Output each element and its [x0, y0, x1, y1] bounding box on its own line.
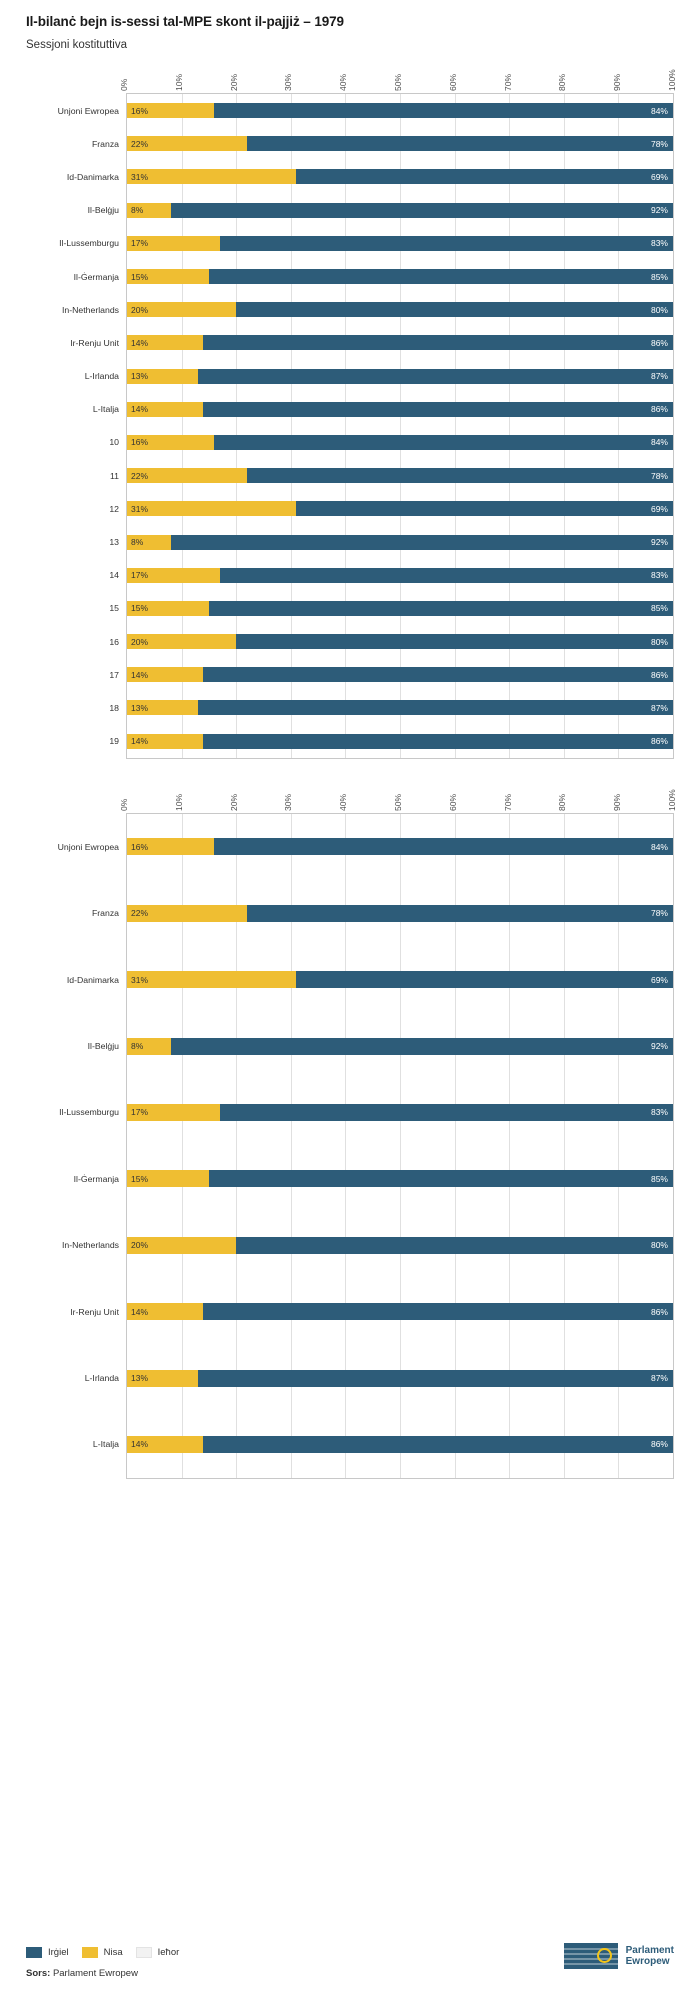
bar-value-nisa: 15% — [131, 271, 149, 282]
bar-track — [127, 971, 673, 988]
bar-track — [127, 1170, 673, 1187]
legend-label: Nisa — [103, 1947, 123, 1958]
bar-value-nisa: 16% — [131, 841, 149, 852]
bar-segment-irgiel[interactable] — [198, 1370, 673, 1387]
x-axis-tick: 10% — [173, 73, 184, 91]
bar-track — [127, 838, 673, 855]
category-label: Id-Danimarka — [66, 171, 119, 182]
bar-track — [127, 601, 673, 616]
plot-area-bottom — [57, 813, 674, 1479]
category-label: 10 — [109, 437, 119, 448]
legend-item-nisa[interactable] — [82, 1947, 123, 1958]
bar-value-nisa: 17% — [131, 238, 149, 249]
bar-value-nisa: 16% — [131, 105, 149, 116]
bar-segment-irgiel[interactable] — [203, 667, 673, 682]
bar-segment-irgiel[interactable] — [203, 402, 673, 417]
bar-track — [127, 369, 673, 384]
bar-row — [109, 658, 673, 691]
bar-row — [109, 492, 673, 525]
category-label: 13 — [109, 537, 119, 548]
bar-segment-nisa[interactable] — [127, 634, 236, 649]
bar-row — [109, 426, 673, 459]
bar-track — [127, 501, 673, 516]
bar-segment-irgiel[interactable] — [203, 1436, 673, 1453]
x-axis-tick: 0% — [119, 798, 129, 811]
bar-track — [127, 136, 673, 151]
bar-value-irgiel: 78% — [650, 908, 668, 919]
bar-row — [73, 260, 673, 293]
x-axis-tick: 10% — [173, 793, 184, 811]
header — [0, 0, 700, 53]
bar-value-nisa: 8% — [131, 537, 144, 548]
bar-segment-irgiel[interactable] — [220, 1104, 673, 1121]
bar-segment-nisa[interactable] — [127, 1370, 198, 1387]
bar-track — [127, 905, 673, 922]
legend-swatch-irgiel — [26, 1947, 42, 1958]
bar-value-nisa: 14% — [131, 1439, 149, 1450]
bar-segment-irgiel[interactable] — [236, 302, 673, 317]
x-axis-tick: 20% — [228, 793, 239, 811]
bar-segment-nisa[interactable] — [127, 103, 214, 118]
category-label: 18 — [109, 702, 119, 713]
x-axis-top — [119, 53, 677, 93]
bar-segment-irgiel[interactable] — [214, 838, 673, 855]
bar-track — [127, 103, 673, 118]
european-parliament-logo — [564, 1943, 674, 1969]
bar-value-irgiel: 87% — [650, 702, 668, 713]
bar-row — [109, 525, 673, 558]
bar-row — [84, 1345, 673, 1411]
bar-value-irgiel: 86% — [650, 337, 668, 348]
bar-segment-nisa[interactable] — [127, 1436, 203, 1453]
bar-value-irgiel: 92% — [650, 205, 668, 216]
bar-row — [109, 559, 673, 592]
bar-row — [91, 880, 673, 946]
bar-segment-nisa[interactable] — [127, 136, 247, 151]
bar-row — [87, 194, 673, 227]
bar-row — [84, 359, 673, 392]
bar-segment-nisa[interactable] — [127, 568, 220, 583]
bar-value-nisa: 13% — [131, 702, 149, 713]
category-label: 12 — [109, 503, 119, 514]
category-label: L-Irlanda — [84, 1373, 119, 1384]
bar-segment-irgiel[interactable] — [203, 1303, 673, 1320]
bar-segment-irgiel[interactable] — [198, 369, 673, 384]
bar-segment-nisa[interactable] — [127, 269, 209, 284]
x-axis-tick: 100% — [667, 69, 677, 91]
legend-label: Ieħor — [157, 1947, 180, 1958]
bar-track — [127, 203, 673, 218]
bar-value-irgiel: 83% — [650, 1107, 668, 1118]
category-label: Il-Ġermanja — [73, 271, 119, 282]
bar-segment-nisa[interactable] — [127, 302, 236, 317]
x-axis-tick: 30% — [283, 793, 294, 811]
bar-value-nisa: 8% — [131, 1041, 144, 1052]
bar-row — [66, 947, 673, 1013]
x-axis-tick: 70% — [502, 793, 513, 811]
bar-track — [127, 1237, 673, 1254]
bar-value-nisa: 13% — [131, 371, 149, 382]
bar-track — [127, 568, 673, 583]
chart-top — [26, 53, 677, 759]
bar-value-irgiel: 92% — [650, 1041, 668, 1052]
x-axis-tick: 70% — [502, 73, 513, 91]
source-label: Sors: — [26, 1968, 51, 1979]
bar-track — [127, 169, 673, 184]
category-label: Id-Danimarka — [66, 974, 119, 985]
x-axis-tick: 20% — [228, 73, 239, 91]
bar-value-nisa: 22% — [131, 470, 149, 481]
category-label: L-Italja — [92, 1439, 119, 1450]
bar-value-nisa: 17% — [131, 1107, 149, 1118]
bar-value-irgiel: 87% — [650, 371, 668, 382]
bar-row — [70, 326, 673, 359]
x-axis-tick: 80% — [557, 793, 568, 811]
bar-value-irgiel: 69% — [650, 171, 668, 182]
bar-value-nisa: 22% — [131, 908, 149, 919]
bar-segment-irgiel[interactable] — [296, 169, 673, 184]
bar-value-irgiel: 84% — [650, 105, 668, 116]
bar-segment-irgiel[interactable] — [209, 601, 673, 616]
bar-row — [62, 293, 673, 326]
bar-value-nisa: 20% — [131, 636, 149, 647]
bar-value-nisa: 16% — [131, 437, 149, 448]
bar-value-nisa: 31% — [131, 503, 149, 514]
ep-mark-icon — [564, 1943, 618, 1969]
bar-segment-nisa[interactable] — [127, 1237, 236, 1254]
category-label: In-Netherlands — [62, 1240, 119, 1251]
x-axis-tick: 50% — [393, 73, 403, 91]
bar-value-irgiel: 84% — [650, 841, 668, 852]
category-label: 16 — [109, 636, 119, 647]
bar-value-irgiel: 85% — [650, 603, 668, 614]
bar-track — [127, 1303, 673, 1320]
bar-row — [91, 127, 673, 160]
bar-value-nisa: 14% — [131, 337, 149, 348]
source-note — [26, 1968, 674, 1979]
bar-value-irgiel: 85% — [650, 271, 668, 282]
bar-row — [109, 592, 673, 625]
category-label: Ir-Renju Unit — [70, 1306, 119, 1317]
bar-track — [127, 1038, 673, 1055]
bar-value-irgiel: 83% — [650, 238, 668, 249]
bar-segment-irgiel[interactable] — [214, 435, 673, 450]
bar-segment-irgiel[interactable] — [198, 700, 673, 715]
x-axis-tick: 90% — [612, 793, 623, 811]
bar-track — [127, 734, 673, 749]
x-axis-tick: 90% — [612, 73, 623, 91]
category-label: 17 — [109, 669, 119, 680]
page-title: Il-bilanċ bejn is-sessi tal-MPE skont il-pajjiż – 1979 — [26, 14, 344, 29]
bar-row — [109, 625, 673, 658]
bar-value-irgiel: 85% — [650, 1173, 668, 1184]
x-axis-tick: 60% — [447, 793, 458, 811]
x-axis-bottom — [119, 773, 677, 813]
bar-segment-nisa[interactable] — [127, 369, 198, 384]
bar-track — [127, 535, 673, 550]
x-axis-tick: 60% — [447, 73, 458, 91]
legend-label: Irġiel — [48, 1947, 69, 1958]
bar-row — [109, 725, 673, 758]
bar-value-irgiel: 86% — [650, 669, 668, 680]
category-label: Unjoni Ewropea — [57, 841, 119, 852]
bar-segment-nisa[interactable] — [127, 838, 214, 855]
bar-segment-nisa[interactable] — [127, 601, 209, 616]
bar-segment-irgiel[interactable] — [220, 568, 673, 583]
bar-value-irgiel: 80% — [650, 1240, 668, 1251]
bar-segment-irgiel[interactable] — [209, 269, 673, 284]
category-label: L-Italja — [92, 404, 119, 415]
chart-bottom — [26, 773, 677, 1479]
category-label: Il-Lussemburgu — [59, 238, 119, 249]
bar-track — [127, 335, 673, 350]
bar-track — [127, 1436, 673, 1453]
bar-segment-nisa[interactable] — [127, 1104, 220, 1121]
bar-row — [59, 1079, 673, 1145]
bar-track — [127, 302, 673, 317]
bar-segment-irgiel[interactable] — [203, 335, 673, 350]
bar-value-irgiel: 80% — [650, 304, 668, 315]
x-axis-tick: 100% — [667, 788, 677, 811]
bar-segment-nisa[interactable] — [127, 667, 203, 682]
bar-segment-irgiel[interactable] — [214, 103, 673, 118]
source-value: Parlament Ewropew — [52, 1968, 138, 1979]
bar-row — [73, 1146, 673, 1212]
bar-value-nisa: 20% — [131, 304, 149, 315]
bar-segment-nisa[interactable] — [127, 335, 203, 350]
category-label: Il-Belġju — [87, 1041, 119, 1052]
bar-value-irgiel: 86% — [650, 404, 668, 415]
legend-swatch-nisa — [82, 1947, 98, 1958]
bar-segment-nisa[interactable] — [127, 905, 247, 922]
x-axis-tick: 40% — [338, 73, 349, 91]
bar-value-irgiel: 69% — [650, 503, 668, 514]
legend-item-irgiel[interactable] — [26, 1947, 69, 1958]
bar-value-irgiel: 92% — [650, 537, 668, 548]
bar-value-nisa: 22% — [131, 138, 149, 149]
bar-segment-irgiel[interactable] — [236, 1237, 673, 1254]
category-label: L-Irlanda — [84, 371, 119, 382]
bar-track — [127, 667, 673, 682]
plot-area-top — [57, 93, 674, 759]
category-label: 19 — [109, 736, 119, 747]
bar-segment-nisa[interactable] — [127, 402, 203, 417]
bar-segment-irgiel[interactable] — [171, 1038, 673, 1055]
category-label: 15 — [109, 603, 119, 614]
category-label: Franza — [91, 908, 119, 919]
bar-value-nisa: 31% — [131, 974, 149, 985]
footer — [0, 1944, 700, 1993]
bar-value-nisa: 8% — [131, 205, 144, 216]
category-label: Il-Ġermanja — [73, 1173, 119, 1184]
category-label: Franza — [91, 138, 119, 149]
bar-value-nisa: 31% — [131, 171, 149, 182]
bar-value-nisa: 14% — [131, 669, 149, 680]
ep-logo-line1: Parlament — [625, 1944, 674, 1956]
bar-segment-nisa[interactable] — [127, 971, 296, 988]
bar-row — [57, 94, 673, 127]
category-label: 11 — [109, 470, 119, 481]
bar-segment-irgiel[interactable] — [209, 1170, 673, 1187]
bar-segment-nisa[interactable] — [127, 1303, 203, 1320]
bar-value-nisa: 14% — [131, 404, 149, 415]
x-axis-tick: 30% — [283, 73, 294, 91]
bar-segment-irgiel[interactable] — [171, 203, 673, 218]
bar-segment-nisa[interactable] — [127, 203, 171, 218]
bar-value-nisa: 14% — [131, 736, 149, 747]
bar-track — [127, 468, 673, 483]
bar-value-irgiel: 86% — [650, 1439, 668, 1450]
bar-track — [127, 269, 673, 284]
bar-segment-nisa[interactable] — [127, 501, 296, 516]
bar-segment-nisa[interactable] — [127, 700, 198, 715]
bar-segment-nisa[interactable] — [127, 535, 171, 550]
bar-row — [66, 160, 673, 193]
bar-value-nisa: 15% — [131, 1173, 149, 1184]
bar-segment-irgiel[interactable] — [236, 634, 673, 649]
bar-value-irgiel: 78% — [650, 470, 668, 481]
bar-segment-nisa[interactable] — [127, 734, 203, 749]
bar-segment-irgiel[interactable] — [247, 905, 673, 922]
ep-logo-text — [626, 1945, 674, 1968]
bar-value-irgiel: 84% — [650, 437, 668, 448]
bar-track — [127, 1370, 673, 1387]
x-axis-tick: 0% — [119, 78, 129, 91]
category-label: Ir-Renju Unit — [70, 337, 119, 348]
bar-segment-nisa[interactable] — [127, 435, 214, 450]
bar-segment-nisa[interactable] — [127, 468, 247, 483]
bar-row — [62, 1212, 673, 1278]
bar-track — [127, 402, 673, 417]
bar-segment-irgiel[interactable] — [171, 535, 673, 550]
x-axis-tick: 80% — [557, 73, 568, 91]
x-axis-tick: 50% — [393, 793, 403, 811]
bar-row — [109, 691, 673, 724]
bar-value-irgiel: 87% — [650, 1373, 668, 1384]
bar-segment-irgiel[interactable] — [247, 468, 673, 483]
bar-track — [127, 1104, 673, 1121]
bar-row — [87, 1013, 673, 1079]
bar-value-irgiel: 78% — [650, 138, 668, 149]
bar-track — [127, 700, 673, 715]
bar-row — [92, 1411, 673, 1477]
bar-value-nisa: 17% — [131, 570, 149, 581]
bar-value-irgiel: 86% — [650, 736, 668, 747]
bar-segment-nisa[interactable] — [127, 1038, 171, 1055]
bar-row — [92, 393, 673, 426]
legend-swatch-iehor — [136, 1947, 152, 1958]
bar-track — [127, 236, 673, 251]
bar-value-irgiel: 83% — [650, 570, 668, 581]
bar-track — [127, 634, 673, 649]
bar-row — [59, 227, 673, 260]
category-label: Unjoni Ewropea — [57, 105, 119, 116]
bar-value-irgiel: 69% — [650, 974, 668, 985]
bar-value-nisa: 14% — [131, 1306, 149, 1317]
bar-segment-irgiel[interactable] — [220, 236, 673, 251]
x-axis-tick: 40% — [338, 793, 349, 811]
bar-segment-nisa[interactable] — [127, 169, 296, 184]
bar-row — [109, 459, 673, 492]
category-label: In-Netherlands — [62, 304, 119, 315]
bar-segment-nisa[interactable] — [127, 236, 220, 251]
bar-value-irgiel: 86% — [650, 1306, 668, 1317]
category-label: 14 — [109, 570, 119, 581]
bar-track — [127, 435, 673, 450]
bar-segment-irgiel[interactable] — [247, 136, 673, 151]
bar-value-nisa: 13% — [131, 1373, 149, 1384]
page-subtitle: Sessjoni kostituttiva — [26, 39, 127, 52]
category-label: Il-Lussemburgu — [59, 1107, 119, 1118]
category-label: Il-Belġju — [87, 205, 119, 216]
bar-value-irgiel: 80% — [650, 636, 668, 647]
legend-item-iehor[interactable] — [136, 1947, 180, 1958]
bar-segment-irgiel[interactable] — [296, 501, 673, 516]
bar-segment-irgiel[interactable] — [296, 971, 673, 988]
bar-segment-nisa[interactable] — [127, 1170, 209, 1187]
bar-row — [70, 1278, 673, 1344]
bar-segment-irgiel[interactable] — [203, 734, 673, 749]
bar-row — [57, 814, 673, 880]
bar-value-nisa: 20% — [131, 1240, 149, 1251]
bar-value-nisa: 15% — [131, 603, 149, 614]
ep-logo-line2: Ewropew — [625, 1956, 670, 1967]
